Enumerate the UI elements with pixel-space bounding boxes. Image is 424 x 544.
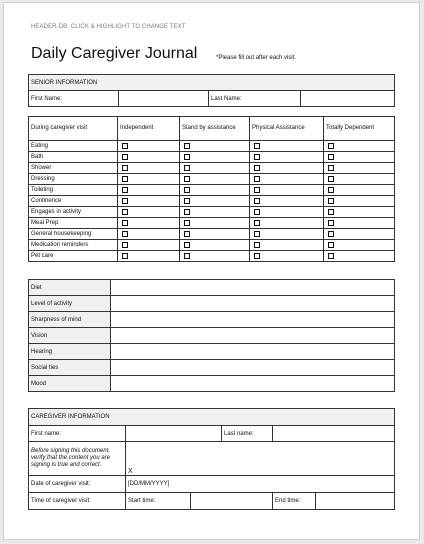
observation-field[interactable] bbox=[111, 312, 395, 328]
checkbox[interactable] bbox=[328, 231, 334, 237]
checkbox[interactable] bbox=[254, 209, 260, 215]
observation-field[interactable] bbox=[111, 280, 395, 296]
observation-row bbox=[29, 280, 395, 296]
activity-row bbox=[29, 196, 395, 207]
activity-checkbox-cell bbox=[324, 240, 395, 251]
activity-row bbox=[29, 251, 395, 262]
activity-checkbox-cell bbox=[118, 207, 180, 218]
activity-checkbox-cell bbox=[250, 251, 324, 262]
checkbox[interactable] bbox=[122, 209, 128, 215]
activity-checkbox-cell bbox=[250, 174, 324, 185]
activity-checkbox-cell bbox=[250, 141, 324, 152]
activity-header-4: Totally Dependent bbox=[324, 117, 395, 141]
observation-label: Level of activity bbox=[29, 296, 111, 312]
checkbox[interactable] bbox=[328, 143, 334, 149]
checkbox[interactable] bbox=[328, 165, 334, 171]
activity-label: Engages in activity bbox=[29, 207, 118, 218]
observation-row bbox=[29, 296, 395, 312]
checkbox[interactable] bbox=[122, 253, 128, 259]
observation-row bbox=[29, 344, 395, 360]
activity-checkbox-cell bbox=[118, 196, 180, 207]
senior-info-heading: SENIOR INFORMATION bbox=[29, 75, 395, 91]
end-time-field[interactable] bbox=[316, 493, 395, 510]
activity-label: Toileting bbox=[29, 185, 118, 196]
activity-checkbox-cell bbox=[180, 196, 250, 207]
senior-last-name-field[interactable] bbox=[301, 91, 395, 107]
visit-date-field[interactable] bbox=[126, 476, 395, 493]
activity-label: Dressing bbox=[29, 174, 118, 185]
observation-row bbox=[29, 328, 395, 344]
activity-label: Eating bbox=[29, 141, 118, 152]
observation-label: Sharpness of mind bbox=[29, 312, 111, 328]
caregiver-last-name-field[interactable] bbox=[273, 426, 395, 442]
signature-field[interactable] bbox=[126, 442, 395, 476]
checkbox[interactable] bbox=[184, 143, 190, 149]
activity-checkbox-cell bbox=[324, 196, 395, 207]
checkbox[interactable] bbox=[184, 176, 190, 182]
senior-info-table bbox=[28, 74, 395, 107]
activity-row bbox=[29, 240, 395, 251]
activity-header-2: Stand by assistance bbox=[180, 117, 250, 141]
page-title: Daily Caregiver Journal bbox=[31, 45, 198, 62]
activity-row bbox=[29, 218, 395, 229]
caregiver-first-name-field[interactable] bbox=[126, 426, 222, 442]
observations-table bbox=[28, 279, 395, 392]
checkbox[interactable] bbox=[328, 176, 334, 182]
senior-last-name-label: Last Name: bbox=[209, 91, 301, 107]
activity-label: General housekeeping bbox=[29, 229, 118, 240]
checkbox[interactable] bbox=[328, 209, 334, 215]
checkbox[interactable] bbox=[184, 165, 190, 171]
activity-checkbox-cell bbox=[118, 152, 180, 163]
activity-label: Shower bbox=[29, 163, 118, 174]
activity-checkbox-cell bbox=[118, 251, 180, 262]
end-time-label: End time: bbox=[273, 493, 316, 510]
activity-label: Bath bbox=[29, 152, 118, 163]
senior-first-name-field[interactable] bbox=[119, 91, 209, 107]
checkbox[interactable] bbox=[254, 253, 260, 259]
observation-label: Mood bbox=[29, 376, 111, 392]
activity-checkbox-cell bbox=[250, 163, 324, 174]
checkbox[interactable] bbox=[254, 176, 260, 182]
caregiver-info-heading: CAREGIVER INFORMATION bbox=[29, 409, 395, 426]
start-time-label: Start time: bbox=[126, 493, 191, 510]
activity-checkbox-cell bbox=[250, 152, 324, 163]
checkbox[interactable] bbox=[328, 242, 334, 248]
checkbox[interactable] bbox=[328, 154, 334, 160]
activity-row bbox=[29, 174, 395, 185]
activity-checkbox-cell bbox=[324, 174, 395, 185]
checkbox[interactable] bbox=[122, 176, 128, 182]
checkbox[interactable] bbox=[254, 198, 260, 204]
observation-label: Vision bbox=[29, 328, 111, 344]
checkbox[interactable] bbox=[328, 220, 334, 226]
caregiver-last-name-label: Last name: bbox=[222, 426, 273, 442]
activity-label: Pet care bbox=[29, 251, 118, 262]
activity-header-1: Independent bbox=[118, 117, 180, 141]
activity-checkbox-cell bbox=[250, 196, 324, 207]
activity-checkbox-cell bbox=[324, 251, 395, 262]
activity-checkbox-cell bbox=[324, 218, 395, 229]
observation-label: Social ties bbox=[29, 360, 111, 376]
activity-checkbox-cell bbox=[180, 141, 250, 152]
checkbox[interactable] bbox=[254, 143, 260, 149]
activity-checkbox-cell bbox=[324, 141, 395, 152]
activity-label: Meal Prep bbox=[29, 218, 118, 229]
activity-checkbox-cell bbox=[180, 152, 250, 163]
observation-field[interactable] bbox=[111, 296, 395, 312]
checkbox[interactable] bbox=[184, 220, 190, 226]
senior-first-name-label: First Name: bbox=[29, 91, 119, 107]
header-instruction[interactable]: HEADER-DB: CLICK & HIGHLIGHT TO CHANGE TEXT bbox=[31, 24, 186, 30]
checkbox[interactable] bbox=[184, 242, 190, 248]
activity-checkbox-cell bbox=[118, 141, 180, 152]
observation-field[interactable] bbox=[111, 360, 395, 376]
caregiver-info-table bbox=[28, 408, 395, 510]
checkbox[interactable] bbox=[254, 220, 260, 226]
checkbox[interactable] bbox=[328, 198, 334, 204]
checkbox[interactable] bbox=[184, 198, 190, 204]
checkbox[interactable] bbox=[122, 143, 128, 149]
activity-checkbox-cell bbox=[180, 174, 250, 185]
observation-field[interactable] bbox=[111, 376, 395, 392]
activity-checkbox-cell bbox=[180, 218, 250, 229]
observation-row bbox=[29, 360, 395, 376]
observation-label: Hearing bbox=[29, 344, 111, 360]
activity-checkbox-cell bbox=[118, 240, 180, 251]
activity-checkbox-cell bbox=[250, 229, 324, 240]
checkbox[interactable] bbox=[122, 242, 128, 248]
checkbox[interactable] bbox=[254, 165, 260, 171]
visit-time-label: Time of caregiver visit: bbox=[29, 493, 126, 510]
checkbox[interactable] bbox=[122, 187, 128, 193]
checkbox[interactable] bbox=[122, 231, 128, 237]
checkbox[interactable] bbox=[328, 187, 334, 193]
observation-label: Diet bbox=[29, 280, 111, 296]
checkbox[interactable] bbox=[184, 231, 190, 237]
checkbox[interactable] bbox=[184, 154, 190, 160]
checkbox[interactable] bbox=[122, 220, 128, 226]
checkbox[interactable] bbox=[254, 242, 260, 248]
activity-checkbox-cell bbox=[118, 163, 180, 174]
activity-checkbox-cell bbox=[324, 185, 395, 196]
checkbox[interactable] bbox=[184, 253, 190, 259]
checkbox[interactable] bbox=[254, 231, 260, 237]
activity-label: Medication reminders bbox=[29, 240, 118, 251]
signature-mark: X bbox=[128, 468, 133, 475]
checkbox[interactable] bbox=[254, 187, 260, 193]
activity-checkbox-cell bbox=[250, 218, 324, 229]
visit-date-placeholder: [DD/MM/YYYY] bbox=[128, 481, 170, 487]
activity-checkbox-cell bbox=[324, 207, 395, 218]
activity-checkbox-cell bbox=[250, 240, 324, 251]
activity-checkbox-cell bbox=[118, 185, 180, 196]
activity-row bbox=[29, 185, 395, 196]
checkbox[interactable] bbox=[184, 187, 190, 193]
observation-field[interactable] bbox=[111, 344, 395, 360]
observation-row bbox=[29, 376, 395, 392]
checkbox[interactable] bbox=[122, 165, 128, 171]
checkbox[interactable] bbox=[254, 154, 260, 160]
activity-checkbox-cell bbox=[118, 229, 180, 240]
visit-date-label: Date of caregiver visit: bbox=[29, 476, 126, 493]
activity-row bbox=[29, 152, 395, 163]
caregiver-first-name-label: First name: bbox=[29, 426, 126, 442]
activity-checkbox-cell bbox=[118, 174, 180, 185]
activity-checkbox-cell bbox=[180, 240, 250, 251]
fill-out-note: *Please fill out after each visit. bbox=[216, 55, 297, 61]
activity-checkbox-cell bbox=[180, 163, 250, 174]
activity-checkbox-cell bbox=[180, 229, 250, 240]
activity-row bbox=[29, 141, 395, 152]
observation-row bbox=[29, 312, 395, 328]
activity-checkbox-cell bbox=[250, 207, 324, 218]
activity-header-0: During caregiver visit bbox=[29, 117, 118, 141]
activity-checkbox-cell bbox=[180, 185, 250, 196]
checkbox[interactable] bbox=[122, 198, 128, 204]
observation-field[interactable] bbox=[111, 328, 395, 344]
checkbox[interactable] bbox=[184, 209, 190, 215]
activity-checkbox-cell bbox=[180, 251, 250, 262]
activity-checkbox-cell bbox=[118, 218, 180, 229]
start-time-field[interactable] bbox=[191, 493, 273, 510]
activity-checkbox-cell bbox=[324, 152, 395, 163]
activity-header-3: Physical Assistance bbox=[250, 117, 324, 141]
checkbox[interactable] bbox=[328, 253, 334, 259]
activity-checkbox-cell bbox=[180, 207, 250, 218]
activity-row bbox=[29, 163, 395, 174]
activity-checkbox-cell bbox=[324, 229, 395, 240]
activity-checkbox-cell bbox=[324, 163, 395, 174]
checkbox[interactable] bbox=[122, 154, 128, 160]
activities-table bbox=[28, 116, 395, 262]
activity-row bbox=[29, 229, 395, 240]
activity-checkbox-cell bbox=[250, 185, 324, 196]
activity-label: Continence bbox=[29, 196, 118, 207]
activity-row bbox=[29, 207, 395, 218]
signing-note: Before signing this document, verify that the content you are signing is true and correct. bbox=[29, 442, 126, 476]
